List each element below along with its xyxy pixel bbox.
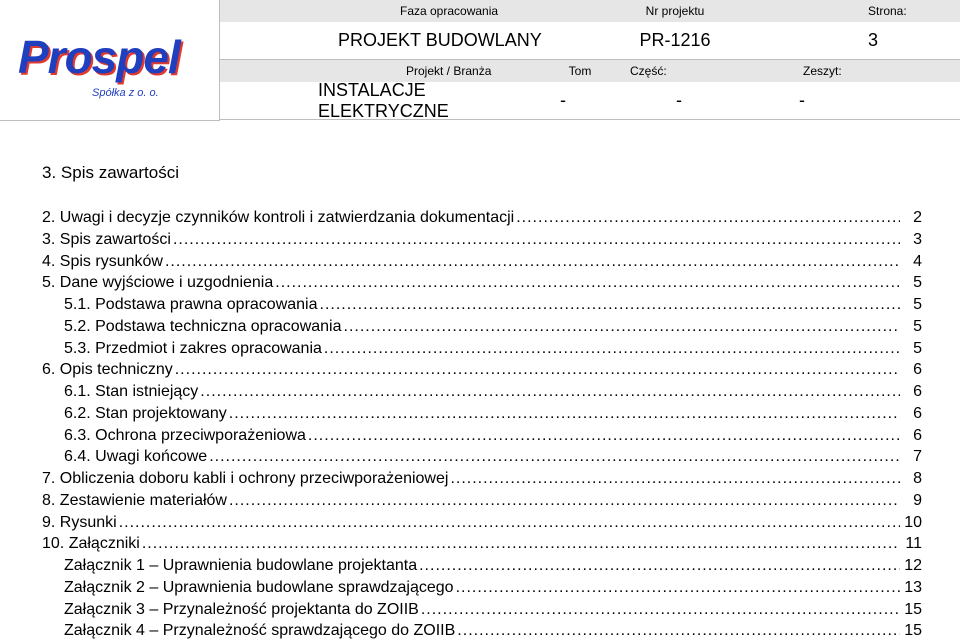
toc-entry[interactable] <box>42 622 922 644</box>
header-grid <box>220 0 960 121</box>
toc-entry-title: 6.2. Stan projektowany <box>64 404 227 422</box>
toc-dot-leader <box>344 318 900 336</box>
table-of-contents <box>42 209 922 644</box>
branch-value: INSTALACJE ELEKTRYCZNE <box>318 79 449 121</box>
toc-dot-leader <box>275 274 900 292</box>
toc-entry-title: 6.4. Uwagi końcowe <box>64 448 208 466</box>
volume-value: - <box>560 90 566 110</box>
toc-entry-page: 13 <box>904 578 922 596</box>
toc-dot-leader <box>324 340 900 358</box>
toc-entry[interactable] <box>42 318 922 340</box>
toc-dot-leader <box>229 405 900 423</box>
toc-entry-page: 5 <box>913 296 922 313</box>
toc-entry[interactable] <box>42 448 922 470</box>
toc-entry-title: 9. Rysunki <box>42 513 117 531</box>
toc-entry-title: 5.1. Podstawa prawna opracowania <box>64 296 318 313</box>
toc-entry[interactable] <box>42 209 922 231</box>
toc-entry-title: 5.3. Przedmiot i zakres opracowania <box>64 339 322 357</box>
toc-entry-title: Załącznik 3 – Przynależność projektanta do ZOIIB <box>64 600 419 618</box>
toc-entry-title: 6.1. Stan istniejący <box>64 383 199 400</box>
toc-dot-leader <box>456 579 900 597</box>
toc-entry-title: 4. Spis rysunków <box>42 252 163 270</box>
toc-dot-leader <box>165 253 900 271</box>
project-number-label: Nr projektu <box>645 4 705 18</box>
page-label: Strona: <box>868 4 907 18</box>
volume-label: Tom <box>568 64 592 78</box>
toc-entry[interactable] <box>42 579 922 601</box>
toc-entry[interactable] <box>42 231 922 253</box>
toc-entry-title: Załącznik 4 – Przynależność sprawdzającego do ZOIIB <box>64 622 456 640</box>
toc-entry-page: 6 <box>913 383 922 400</box>
company-logo <box>0 0 220 121</box>
header-label-row-1 <box>220 0 960 23</box>
toc-entry-page: 15 <box>904 600 922 618</box>
toc-entry[interactable] <box>42 535 922 557</box>
phase-label: Faza opracowania <box>400 4 499 18</box>
project-number-value: PR-1216 <box>639 30 711 50</box>
toc-entry-page: 10 <box>904 513 922 531</box>
toc-entry-title: 10. Załączniki <box>42 535 140 553</box>
part-label: Część: <box>630 64 667 78</box>
toc-entry-title: 5. Dane wyjściowe i uzgodnienia <box>42 274 274 292</box>
toc-entry-title: 2. Uwagi i decyzje czynników kontroli i zatwierdzania dokumentacji <box>42 209 515 226</box>
section-title: 3. Spis zawartości <box>42 163 179 182</box>
toc-entry[interactable] <box>42 253 922 275</box>
toc-entry-page: 15 <box>904 622 922 640</box>
toc-entry-page: 2 <box>913 209 922 226</box>
toc-dot-leader <box>421 601 900 619</box>
page-value: 3 <box>868 30 879 50</box>
toc-entry-title: Załącznik 1 – Uprawnienia budowlane projektanta <box>64 557 418 574</box>
toc-entry-page: 4 <box>913 252 922 270</box>
header-value-row-1 <box>220 22 960 60</box>
toc-entry-page: 3 <box>913 230 922 248</box>
toc-dot-leader <box>229 492 900 510</box>
toc-dot-leader <box>308 427 900 445</box>
toc-entry-title: 3. Spis zawartości <box>42 230 171 248</box>
toc-entry[interactable] <box>42 601 922 623</box>
toc-dot-leader <box>200 383 900 401</box>
toc-entry[interactable] <box>42 492 922 514</box>
toc-entry-title: 6. Opis techniczny <box>42 361 173 379</box>
document-header <box>0 0 960 121</box>
part-value: - <box>676 90 682 110</box>
logo-subtitle: Spółka z o. o. <box>92 87 159 99</box>
notebook-value: - <box>799 90 805 110</box>
toc-entry-title: 8. Zestawienie materiałów <box>42 491 227 509</box>
toc-entry[interactable] <box>42 427 922 449</box>
branch-label: Projekt / Branża <box>406 64 492 78</box>
toc-entry-page: 5 <box>913 274 922 292</box>
toc-entry[interactable] <box>42 514 922 536</box>
toc-entry-title: Załącznik 2 – Uprawnienia budowlane sprawdzającego <box>64 578 454 596</box>
toc-entry-page: 5 <box>913 317 922 335</box>
toc-dot-leader <box>419 557 900 575</box>
header-value-row-2 <box>220 79 960 121</box>
toc-entry-page: 11 <box>905 535 922 553</box>
toc-entry-page: 7 <box>913 448 922 466</box>
toc-dot-leader <box>119 514 900 532</box>
toc-entry-page: 9 <box>913 491 922 509</box>
toc-dot-leader <box>142 535 900 553</box>
toc-entry[interactable] <box>42 296 922 318</box>
notebook-label: Zeszyt: <box>803 64 842 78</box>
toc-dot-leader <box>209 448 900 466</box>
toc-dot-leader <box>173 231 900 249</box>
toc-dot-leader <box>457 622 900 640</box>
toc-entry-page: 8 <box>913 470 922 487</box>
toc-entry-page: 12 <box>904 557 922 574</box>
toc-entry-title: 6.3. Ochrona przeciwporażeniowa <box>64 426 306 444</box>
toc-entry-page: 5 <box>913 339 922 357</box>
toc-entry[interactable] <box>42 470 922 492</box>
phase-value: PROJEKT BUDOWLANY <box>338 30 542 50</box>
logo-wordmark: Prospel <box>18 31 180 83</box>
toc-entry-page: 6 <box>913 404 922 422</box>
toc-entry[interactable] <box>42 340 922 362</box>
toc-entry[interactable] <box>42 274 922 296</box>
toc-entry[interactable] <box>42 405 922 427</box>
toc-entry[interactable] <box>42 557 922 579</box>
toc-entry[interactable] <box>42 383 922 405</box>
toc-dot-leader <box>175 361 900 379</box>
toc-entry[interactable] <box>42 361 922 383</box>
toc-dot-leader <box>516 209 900 227</box>
toc-entry-page: 6 <box>913 426 922 444</box>
toc-entry-page: 6 <box>913 361 922 379</box>
toc-entry-title: 5.2. Podstawa techniczna opracowania <box>64 317 342 335</box>
toc-dot-leader <box>450 470 900 488</box>
toc-dot-leader <box>320 296 901 314</box>
toc-entry-title: 7. Obliczenia doboru kabli i ochrony przeciwporażeniowej <box>42 470 449 487</box>
